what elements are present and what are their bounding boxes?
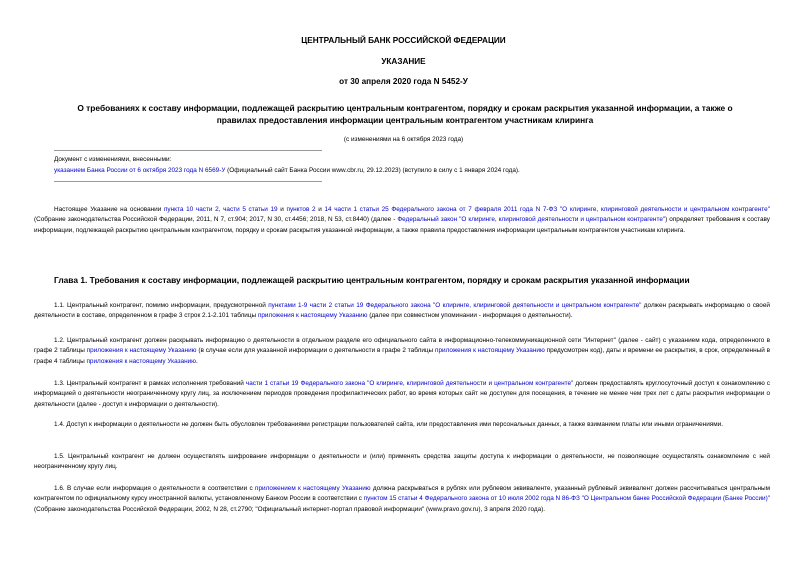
paragraph-1-4: 1.4. Доступ к информации о деятельности не должен быть обусловлен требованиями регистрации пользователей сайта, или предоставления ими персональных данных, а также взиманием платы или иными ограничениями. (54, 421, 723, 428)
doc-date-number: от 30 апреля 2020 года N 5452-У (339, 77, 468, 86)
amendments-label: Документ с изменениями, внесенными: (54, 156, 172, 163)
chapter-1-heading: Глава 1. Требования к составу информации, подлежащей раскрытию центральным контрагентом, порядку и срокам раскрытия указанной информации (54, 275, 690, 285)
appendix-link[interactable]: приложения к настоящему Указанию (257, 312, 368, 320)
revision-note: (с изменениями на 6 октября 2023 года) (343, 136, 464, 143)
divider-bottom (54, 181, 322, 182)
paragraph-1-2: 1.2. Центральный контрагент должен раскрывать информацию о деятельности в отдельном разделе его официального сайта в информационно-телекоммуникационной сети "Интернет" (далее - сайт) с указанием кода, определенного в графе 2 таблицы приложения к настоящему Указанию (в случае если для указанной информации о деятельности в графе 2 таблицы приложения к настоящему Указанию предусмотрен код), даты и времени ее раскрытия, в срок, определенный в графе 4 таблицы приложения к настоящему Указанию. (34, 337, 771, 365)
org-heading: ЦЕНТРАЛЬНЫЙ БАНК РОССИЙСКОЙ ФЕДЕРАЦИИ (301, 36, 506, 45)
law-link-clearing[interactable]: 14 части 1 статьи 25 Федерального закона от 7 февраля 2011 года N 7-ФЗ "О клиринге, клиринговой деятельности и центральном контрагенте" (324, 206, 770, 213)
amendment-source: (Официальный сайт Банка России www.cbr.ru, 29.12.2023) (вступило в силу с 1 января 2024 года). (225, 167, 520, 174)
paragraph-1-5: 1.5. Центральный контрагент не должен осуществлять шифрование информации о деятельности и (или) применять средства защиты доступа к информации о деятельности, не позволяющие осуществлять ознакомление с ней неограниченному кругу лиц. (34, 453, 770, 471)
law-link-federal[interactable]: Федеральный закон "О клиринге, клиринговой деятельности и центральном контрагенте" (397, 216, 666, 224)
doc-type-heading: УКАЗАНИЕ (381, 57, 426, 66)
appendix-link[interactable]: приложением к настоящему Указанию (254, 485, 371, 492)
law-link-points-1-9[interactable]: пунктами 1-9 части 2 статьи 19 Федерального закона "О клиринге, клиринговой деятельности и центральном контрагенте" (268, 302, 642, 309)
paragraph-1-1: 1.1. Центральный контрагент, помимо информации, предусмотренной пунктами 1-9 части 2 статьи 19 Федерального закона "О клиринге, клиринговой деятельности и центральном контрагенте" должен раскрывать информацию о своей деятельности в составе, определенном в графе 3 строк 2.1-2.101 таблицы приложения к настоящему Указанию (далее при совместном упоминании - информация о деятельности). (34, 302, 770, 320)
law-link-p10[interactable]: пункта 10 части 2, части 5 статьи 19 (163, 206, 278, 213)
document-title: О требованиях к составу информации, подлежащей раскрытию центральным контрагентом, порядку и срокам раскрытия указанной информации, а также о правилах предоставления информации центральным контрагентом участникам клиринга (77, 103, 733, 125)
paragraph-1-6: 1.6. В случае если информация о деятельности в соответствии с приложением к настоящему Указанию должна раскрываться в рублях или рублевом эквиваленте, указанный рублевый эквивалент должен рассчитываться центральным контрагентом по официальному курсу иностранной валюты, установленному Банком России в соответствии с пунктом 15 статьи 4 Федерального закона от 10 июля 2002 года N 86-ФЗ "О Центральном банке Российской Федерации (Банке России)" (Собрание законодательства Российской Федерации, 2002, N 28, ст.2790; "Официальный интернет-портал правовой информации" (www.pravo.gov.ru), 3 апреля 2020 года). (34, 485, 770, 513)
amendment-link[interactable]: указанием Банка России от 6 октября 2023 года N 6569-У (54, 167, 226, 174)
law-link-part-1-art-19[interactable]: части 1 статьи 19 Федерального закона "О клиринге, клиринговой деятельности и центральном контрагенте" (245, 380, 574, 387)
amendments-line (54, 166, 520, 175)
appendix-link[interactable]: приложения к настоящему Указанию (86, 357, 196, 365)
appendix-link[interactable]: приложения к настоящему Указанию (435, 347, 545, 355)
law-link-central-bank[interactable]: пунктом 15 статьи 4 Федерального закона от 10 июля 2002 года N 86-ФЗ "О Центральном банке Российской Федерации (Банке России)" (363, 495, 770, 503)
intro-paragraph: Настоящее Указание на основании пункта 10 части 2, части 5 статьи 19 и пунктов 2 и 14 части 1 статьи 25 Федерального закона от 7 февраля 2011 года N 7-ФЗ "О клиринге, клиринговой деятельности и центральном контрагенте" (Собрание законодательства Российской Федерации, 2011, N 7, ст.904; 2017, N 30, ст.4456; 2018, N 53, ст.8440) (далее - Федеральный закон "О клиринге, клиринговой деятельности и центральном контрагенте") определяет требования к составу информации, подлежащей раскрытию центральным контрагентом, порядку и срокам раскрытия указанной информации, а также правила предоставления информации центральным контрагентом участникам клиринга. (34, 206, 770, 234)
law-link-p2[interactable]: пунктов 2 (286, 206, 316, 213)
paragraph-1-3: 1.3. Центральный контрагент в рамках исполнения требований части 1 статьи 19 Федерального закона "О клиринге, клиринговой деятельности и центральном контрагенте" должен предоставлять круглосуточный доступ к ознакомлению с информацией о деятельности неограниченному кругу лиц, за исключением периодов проведения профилактических работ, во время которых сайт не доступен для посещения, в течение не менее чем трех лет с даты раскрытия информации о деятельности (далее - доступ к информации о деятельности). (34, 380, 770, 408)
divider-top (54, 150, 322, 151)
appendix-link[interactable]: приложения к настоящему Указанию (86, 347, 197, 355)
